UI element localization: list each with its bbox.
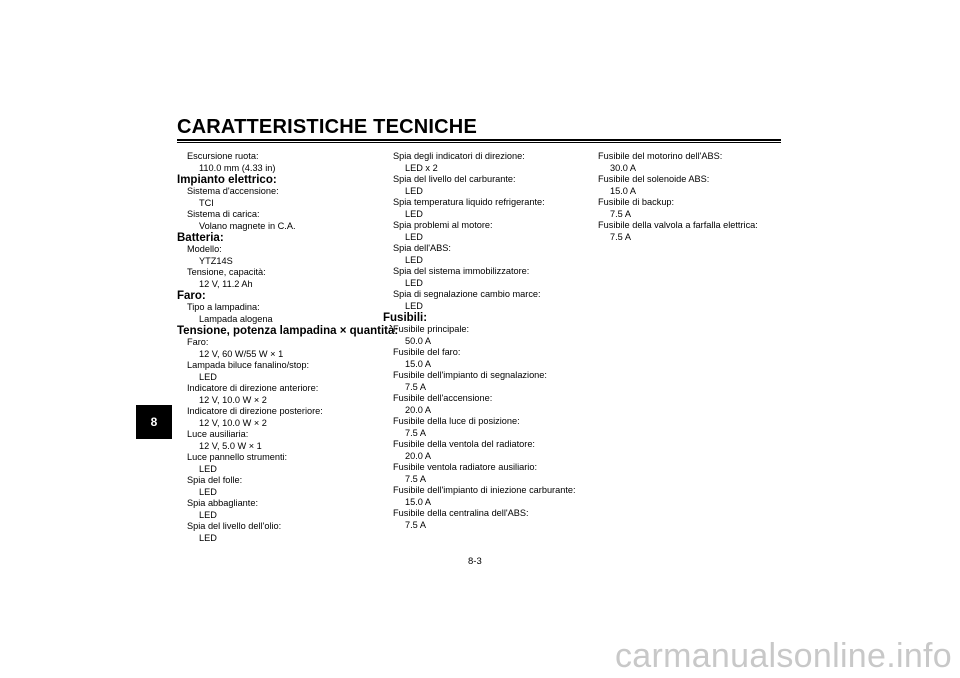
spec-value: YTZ14S: [199, 255, 233, 266]
spec-label: Fusibile del motorino dell'ABS:: [598, 151, 723, 161]
spec-value: LED: [199, 509, 217, 520]
spec-value: 12 V, 10.0 W × 2: [199, 394, 267, 405]
spec-label: Spia del sistema immobilizzatore:: [393, 266, 530, 276]
spec-value: 7.5 A: [610, 231, 631, 242]
spec-value: 110.0 mm (4.33 in): [199, 162, 276, 173]
spec-label: Faro:: [187, 337, 209, 347]
spec-value: LED: [199, 463, 217, 474]
spec-value: LED: [199, 486, 217, 497]
spec-value: 12 V, 60 W/55 W × 1: [199, 348, 284, 359]
title-rule: [177, 139, 781, 141]
spec-value: LED: [405, 185, 423, 196]
spec-label: Fusibile di backup:: [598, 197, 675, 207]
spec-label: Fusibile della ventola del radiatore:: [393, 439, 535, 449]
spec-label: Spia del folle:: [187, 475, 243, 485]
section-heading: Faro:: [177, 290, 206, 302]
spec-value: LED: [199, 532, 217, 543]
spec-value: 7.5 A: [405, 473, 426, 484]
spec-value: 12 V, 10.0 W × 2: [199, 417, 267, 428]
spec-label: Spia del livello del carburante:: [393, 174, 516, 184]
section-heading: Batteria:: [177, 232, 224, 244]
watermark: carmanualsonline.info: [614, 637, 952, 675]
spec-label: Spia di segnalazione cambio marce:: [393, 289, 541, 299]
spec-column-3: [598, 151, 798, 243]
spec-value: 7.5 A: [610, 208, 631, 219]
title-rule-thin: [177, 142, 781, 143]
section-heading: Fusibili:: [383, 312, 428, 324]
spec-value: Volano magnete in C.A.: [199, 220, 296, 231]
spec-value: LED: [199, 371, 217, 382]
spec-label: Fusibile della centralina dell'ABS:: [393, 508, 529, 518]
spec-label: Escursione ruota:: [187, 151, 259, 161]
spec-label: Spia degli indicatori di direzione:: [393, 151, 525, 161]
spec-label: Fusibile della luce di posizione:: [393, 416, 520, 426]
spec-label: Tensione, capacità:: [187, 267, 266, 277]
spec-value: LED: [405, 277, 423, 288]
spec-label: Spia problemi al motore:: [393, 220, 493, 230]
spec-value: 15.0 A: [610, 185, 637, 196]
spec-value: LED: [405, 208, 423, 219]
spec-value: 50.0 A: [405, 335, 432, 346]
spec-label: Fusibile dell'impianto di segnalazione:: [393, 370, 547, 380]
spec-label: Modello:: [187, 244, 222, 254]
spec-value: 7.5 A: [405, 427, 426, 438]
spec-value: LED x 2: [405, 162, 438, 173]
spec-label: Fusibile dell'impianto di iniezione carburante:: [393, 485, 576, 495]
spec-label: Sistema di carica:: [187, 209, 260, 219]
spec-label: Spia abbagliante:: [187, 498, 259, 508]
spec-value: LED: [405, 300, 423, 311]
spec-column-1: [177, 151, 399, 544]
spec-label: Fusibile del solenoide ABS:: [598, 174, 710, 184]
spec-label: Indicatore di direzione anteriore:: [187, 383, 319, 393]
spec-label: Luce pannello strumenti:: [187, 452, 288, 462]
spec-value: 12 V, 11.2 Ah: [199, 278, 253, 289]
spec-label: Sistema d'accensione:: [187, 186, 279, 196]
spec-label: Fusibile ventola radiatore ausiliario:: [393, 462, 538, 472]
spec-value: 12 V, 5.0 W × 1: [199, 440, 262, 451]
spec-value: 20.0 A: [405, 404, 432, 415]
spec-label: Tipo a lampadina:: [187, 302, 260, 312]
spec-value: Lampada alogena: [199, 313, 273, 324]
section-heading: Tensione, potenza lampadina × quantità:: [177, 325, 399, 337]
spec-label: Spia del livello dell'olio:: [187, 521, 282, 531]
spec-value: LED: [405, 254, 423, 265]
spec-value: 15.0 A: [405, 496, 432, 507]
chapter-tab: 8: [136, 405, 172, 439]
spec-label: Indicatore di direzione posteriore:: [187, 406, 323, 416]
spec-label: Luce ausiliaria:: [187, 429, 249, 439]
spec-column-2: [383, 151, 588, 531]
spec-label: Lampada biluce fanalino/stop:: [187, 360, 310, 370]
page-number: 8-3: [468, 556, 482, 567]
spec-label: Fusibile della valvola a farfalla elettrica:: [598, 220, 758, 230]
spec-label: Spia dell'ABS:: [393, 243, 451, 253]
spec-label: Fusibile dell'accensione:: [393, 393, 493, 403]
spec-value: 20.0 A: [405, 450, 432, 461]
spec-value: 15.0 A: [405, 358, 432, 369]
spec-value: 7.5 A: [405, 519, 426, 530]
section-heading: Impianto elettrico:: [177, 174, 277, 186]
spec-label: Spia temperatura liquido refrigerante:: [393, 197, 545, 207]
page-title: CARATTERISTICHE TECNICHE: [177, 116, 477, 138]
spec-value: LED: [405, 231, 423, 242]
spec-value: TCI: [199, 197, 214, 208]
spec-value: 7.5 A: [405, 381, 426, 392]
spec-value: 30.0 A: [610, 162, 637, 173]
spec-label: Fusibile del faro:: [393, 347, 461, 357]
spec-label: Fusibile principale:: [393, 324, 470, 334]
